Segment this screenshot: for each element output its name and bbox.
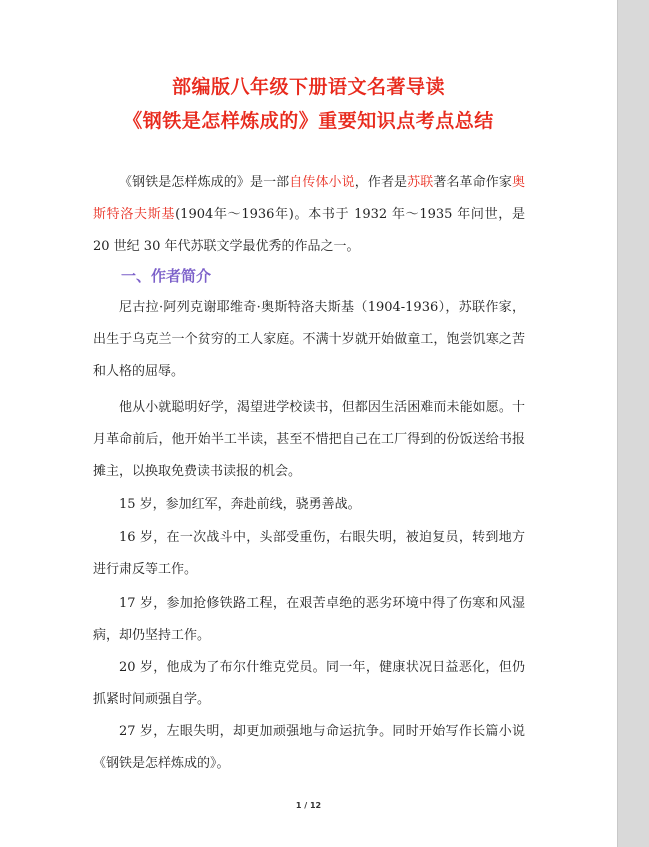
section-heading-author-bio: 一、作者简介 [121,267,212,285]
intro-text-1: 《钢铁是怎样炼成的》是一部 [119,175,290,190]
intro-text-3: 著名革命作家 [433,175,512,190]
bio-paragraph: 17 岁，参加抢修铁路工程，在艰苦卓绝的恶劣环境中得了伤寒和风湿病，却仍坚持工作。 [93,596,525,643]
document-title-line-2: 《钢铁是怎样炼成的》重要知识点考点总结 [123,110,494,132]
country-highlight: 苏联 [407,175,434,190]
intro-text-4: (1904年～1936年)。本书于 1932 年～1935 年问世，是 20 世纪 30 年代苏联文学最优秀的作品之一。 [93,207,525,254]
bio-paragraph: 他从小就聪明好学，渴望进学校读书，但都因生活困难而未能如愿。十月革命前后，他开始半工半读，甚至不惜把自己在工厂得到的份饭送给书报摊主，以换取免费读书读报的机会。 [93,400,525,479]
bio-paragraph: 15 岁，参加红军，奔赴前线，骁勇善战。 [119,497,361,512]
bio-paragraph: 16 岁，在一次战斗中，头部受重伤，右眼失明，被迫复员，转到地方进行肃反等工作。 [93,530,525,577]
bio-paragraph: 20 岁，他成为了布尔什维克党员。同一年，健康状况日益恶化，但仍抓紧时间顽强自学。 [93,660,525,707]
intro-text-2: ，作者是 [354,175,408,190]
genre-highlight: 自传体小说 [289,175,355,190]
viewer-scroll-gutter[interactable] [617,0,649,847]
author-highlight: 奥斯特洛夫斯基 [93,175,525,222]
document-title-line-1: 部编版八年级下册语文名著导读 [171,76,445,98]
bio-paragraph: 27 岁，左眼失明，却更加顽强地与命运抗争。同时开始写作长篇小说《钢铁是怎样炼成的》。 [93,724,525,771]
bio-paragraph: 尼古拉·阿列克谢耶维奇·奥斯特洛夫斯基（1904-1936），苏联作家，出生于乌克兰一个贫穷的工人家庭。不满十岁就开始做童工，饱尝饥寒之苦和人格的屈辱。 [93,300,525,379]
page-indicator: 1 / 12 [295,801,322,810]
intro-paragraph [93,167,525,263]
